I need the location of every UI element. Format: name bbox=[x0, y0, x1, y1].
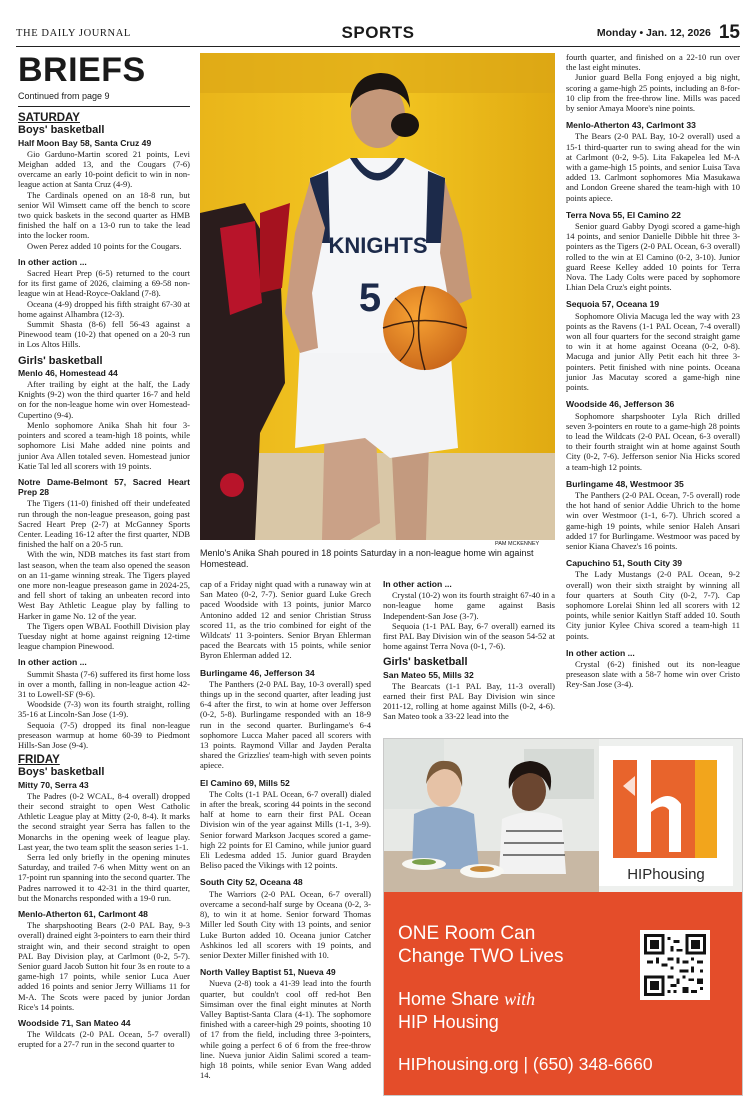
game-headline: North Valley Baptist 51, Nueva 49 bbox=[200, 967, 336, 978]
day-heading-friday: FRIDAY bbox=[18, 754, 60, 767]
paragraph: fourth quarter, and finished on a 22-10 run over the last eight minutes. bbox=[566, 52, 740, 73]
other-action-heading: In other action ... bbox=[566, 647, 635, 658]
paragraph: Sophomore Olivia Macuga led the way with 23 points as the Ravens (1-1 PAL Ocean, 7-4 overall) won all four quarters for the second straight game to win it at home against Oceana (0-2, 0-8). Macuga and junior Ally Petit each hit three 3-pointers. Petit finished with nine points. Oceana junior Jas Macutay scored a game-high nine points. bbox=[566, 310, 740, 393]
page-number: 15 bbox=[718, 22, 740, 43]
paragraph: Crystal (6-2) finished out its non-league preseason slate with a 58-7 home win over Cristo Rey-San Jose (3-4). bbox=[566, 658, 740, 690]
game-headline: Burlingame 46, Jefferson 34 bbox=[200, 667, 315, 678]
paragraph: Gio Garduno-Martin scored 21 points, Levi Meighan added 13, and the Cougars (7-6) overcame an early 10-point deficit to win in non-league action at Santa Cruz (4-9). bbox=[18, 148, 190, 190]
paragraph: The Padres (0-2 WCAL, 8-4 overall) dropped their second straight to open West Catholic Athletic League play at Mitty (2-0, 8-4). It marks the second straight year Serra has fallen to the Monarchs in the opening week of league play. Last year, the two team split the season series 1-1. bbox=[18, 790, 190, 852]
game-headline: Menlo-Atherton 43, Carlmont 33 bbox=[566, 120, 696, 131]
hiphousing-logo bbox=[599, 746, 733, 886]
headline-line-1: ONE Room Can bbox=[398, 923, 536, 944]
sport-heading: Girls' basketball bbox=[18, 354, 103, 367]
photo-credit: PAM MCKENNEY bbox=[495, 541, 540, 547]
paragraph: Sacred Heart Prep (6-5) returned to the court for its first game of 2026, claiming a 69-58 non-league win at Head-Royce-Oakland (7-8). bbox=[18, 268, 190, 299]
other-action-heading: In other action ... bbox=[383, 579, 452, 589]
player-illustration bbox=[200, 53, 555, 540]
day-heading-saturday: SATURDAY bbox=[18, 112, 80, 125]
paragraph: The Bears (2-0 PAL Bay, 10-2 overall) used a 15-1 third-quarter run to swing ahead for the win at Carlmont (0-2, 9-5). Lita Fakapelea led M-A with a game-high 15 points, and senior Luisa Tava added 13. Carlmont sophomores Mia Masukawa and London Greene shared the team-high with 10 points apiece. bbox=[566, 131, 740, 203]
ad-banner bbox=[384, 892, 742, 1095]
paragraph: The Bearcats (1-1 PAL Bay, 11-3 overall) earned their first PAL Bay Division win since 2011-12, rolling at home against Mills (0-2, 4-6). San Mateo took a 33-22 lead into the bbox=[383, 680, 555, 722]
paragraph: The sharpshooting Bears (2-0 PAL Bay, 9-3 overall) drained eight 3-pointers to earn their third straight win, and their second straight to open PAL Bay Division play, at Carlmont (0-2, 5-7). Senior guard Jacob Sutton hit four 3s en route to a game-high 17 points, while senior Luca Auer added 16 points and senior Jerry Williams 11 for M-A. The Scots were paced by junior Jordan Rice's 14 points. bbox=[18, 920, 190, 1012]
masthead bbox=[16, 22, 740, 47]
column-4 bbox=[566, 52, 740, 690]
paragraph: Oceana (4-9) dropped his fifth straight 67-30 at home against Alhambra (12-3). bbox=[18, 298, 190, 319]
ad-photo-area bbox=[384, 739, 742, 892]
paragraph: Sequoia (7-5) dropped its final non-league preseason warmup at home 60-39 to Piedmont Hills-San Jose (9-4). bbox=[18, 719, 190, 750]
subhead-line-1: Home Share bbox=[398, 989, 500, 1009]
paragraph: Nueva (2-8) took a 41-39 lead into the fourth quarter, but couldn't cool off red-hot Ben Simsiman over the final eight minutes at North Valley Baptist-Santa Clara (4-1). The sophomore finished with a career-high 29 points, shooting 10 of 17 from the field, including three 3-pointers, while going a perfect 6 of 6 from the free-throw line. Nueva junior Aidin Salimi scored a team-high 18 points, while senior Evan Wang added 14. bbox=[200, 978, 371, 1081]
issue-date: Monday • Jan. 12, 2026 bbox=[596, 27, 711, 39]
paragraph: Crystal (10-2) won its fourth straight 67-40 in a non-league home game against Basis Independent-San Jose (3-7). bbox=[383, 590, 555, 621]
game-headline: Sequoia 57, Oceana 19 bbox=[566, 299, 660, 310]
paragraph: The Tigers open WBAL Foothill Division play Tuesday night at home against reigning 12-time league champion Pinewood. bbox=[18, 620, 190, 652]
headline-line-2: Change TWO Lives bbox=[398, 946, 564, 967]
paragraph: The Colts (1-1 PAL Ocean, 6-7 overall) dialed in after the break, scoring 44 points in the second half at home to earn their first PAL Ocean Division win of the year against Mills (1-1, 3-9). Senior forward Markson Jacques scored a game-high 22 points for El Camino, while junior guard Eli Ledesma added 15. Junior guard Brayden Beliso paced the Vikings with 12 points. bbox=[200, 788, 371, 871]
paragraph: The Panthers (2-0 PAL Bay, 10-3 overall) sped things up in the second quarter, after leading just 6-4 after the first, to win at home over Jefferson (0-2, 5-8). Burlingame responded with an 18-9 run in the second quarter. Burlingame's 6-4 sophomore Lucca Maher paced all scorers with 13 points. Raymond Villar and Jayden Peralta shared the Grizzlies' team-high with seven points apiece. bbox=[200, 678, 371, 771]
paragraph: Sequoia (1-1 PAL Bay, 6-7 overall) earned its first PAL Bay Division win of the season 54-52 at home against Terra Nova (0-1, 7-6). bbox=[383, 620, 555, 652]
game-headline: Woodside 46, Jefferson 36 bbox=[566, 399, 675, 410]
jersey-team-text: KNIGHTS bbox=[328, 233, 428, 258]
paragraph: The Warriors (2-0 PAL Ocean, 6-7 overall) overcame a second-half surge by Oceana (0-2, 3-8), to win it at home. Senior forward Thomas Miller led South City with 13 points, and senior Luke Burton added 10. Oceana junior Catcher Ashkinos led all scorers with 19 points, and senior Dexter Miller finished with 10. bbox=[200, 888, 371, 960]
paragraph: Senior guard Gabby Dyogi scored a game-high 14 points, and senior Danielle Dibble hit three 3-pointers as the Tigers (2-0 PAL Ocean, 6-3 overall) rolled to the win at El Camino (0-2, 3-10). Junior guard Reese Kelley added 10 points for Terra Nova. The Lady Colts were paced by sophomore Lhian Dela Cruz's eight points. bbox=[566, 221, 740, 293]
ad-subheadline bbox=[398, 988, 535, 1034]
newspaper-name: THE DAILY JOURNAL bbox=[16, 28, 131, 39]
basketball-photo bbox=[200, 53, 555, 540]
paragraph: Summit Shasta (7-6) suffered its first home loss in over a month, falling in non-league action 42-31 to Lowell-SF (9-6). bbox=[18, 668, 190, 699]
game-headline: El Camino 69, Mills 52 bbox=[200, 777, 290, 788]
sport-heading: Boys' basketball bbox=[18, 124, 105, 137]
paragraph: cap of a Friday night quad with a runaway win at San Mateo (0-2, 7-7). Senior guard Luke Grech paced Woodside with 13 points, junior Marco Antonino added 12 and senior Christian Struss scored 11, as the trio combined for eight of the Wildcats' 11 3-pointers. Senior Bryan Ehlerman paced the Bearcats with 15 points, while senior Byron Ehlerman added 12. bbox=[200, 579, 371, 661]
paragraph: The Panthers (2-0 PAL Ocean, 7-5 overall) rode the hot hand of senior Addie Uhrich to the home win over Westmoor (1-1, 6-7). Uhrich scored a game-high 19 points, while senior Haleh Ansari added 17 for Burlingame. Westmoor was paced by senior Kiana Chavez's 16 points. bbox=[566, 489, 740, 551]
house-h-logo-icon bbox=[599, 746, 733, 864]
paragraph: The Lady Mustangs (2-0 PAL Ocean, 9-2 overall) won their sixth straight by winning all four quarters at South City (0-2, 7-7). Cap sophomore Lorelai Shinn led all scorers with 12 points, while senior Kaitlyn Staff added 10. South City junior Kylee Chiva scored a team-high 11 points. bbox=[566, 569, 740, 641]
paragraph: Summit Shasta (8-6) fell 56-43 against a Pinewood team (10-2) that opened on a 20-3 run in Los Altos Hills. bbox=[18, 319, 190, 350]
sport-heading: Girls' basketball bbox=[383, 656, 468, 669]
game-headline: South City 52, Oceana 48 bbox=[200, 877, 303, 888]
ad-contact-info[interactable]: HIPhousing.org | (650) 348-6660 bbox=[398, 1054, 653, 1074]
briefs-title: BRIEFS bbox=[18, 51, 146, 89]
paragraph: Owen Perez added 10 points for the Cougars. bbox=[27, 240, 182, 251]
paragraph: Serra led only briefly in the opening minutes Saturday, and trailed 7-6 when Mitty went on an 17-point run spanning into the second quarter. The Padres narrowed it to 42-31 in the third quarter, but the Monarchs responded with a 19-0 run. bbox=[18, 852, 190, 903]
paragraph: Menlo sophomore Anika Shah hit four 3-pointers and scored a team-high 18 points, while sophomore Lisi Mahe added nine points and junior Ava Allen totaled seven. Homestead junior Katie Tal led all scorers with 19 points. bbox=[18, 419, 190, 471]
photo-caption: Menlo's Anika Shah poured in 18 points Saturday in a non-league home win against Homestead. bbox=[200, 548, 534, 569]
other-action-heading: In other action ... bbox=[18, 256, 87, 267]
game-headline: Notre Dame-Belmont 57, Sacred Heart Prep 28 bbox=[18, 476, 190, 498]
paragraph: The Tigers (11-0) finished off their undefeated run through the non-league preseason, going past Sacred Heart Prep (2-7) at McGanney Sports Center. Leading 16-12 after the first quarter, NDB finished the half on a 20-5 run. bbox=[18, 498, 190, 550]
paragraph: Woodside (7-3) won its fourth straight, rolling 35-16 at Lincoln-San Jose (1-9). bbox=[18, 699, 190, 720]
sport-heading: Boys' basketball bbox=[18, 766, 105, 779]
game-headline: Half Moon Bay 58, Santa Cruz 49 bbox=[18, 137, 152, 148]
two-women-illustration bbox=[384, 739, 599, 892]
game-headline: Woodside 71, San Mateo 44 bbox=[18, 1018, 131, 1029]
game-headline: Mitty 70, Serra 43 bbox=[18, 779, 89, 790]
other-action-heading: In other action ... bbox=[18, 657, 87, 668]
paragraph: The Wildcats (2-0 PAL Ocean, 5-7 overall) erupted for a 27-7 run in the second quarter to bbox=[18, 1029, 190, 1050]
subhead-with: with bbox=[504, 989, 536, 1009]
qr-code-icon[interactable] bbox=[640, 930, 710, 1000]
paragraph: Sophomore sharpshooter Lyla Rich drilled seven 3-pointers en route to a game-high 28 points to lead the Wildcats (2-0 PAL Ocean, 6-3 overall) to their fourth straight win at home against South City (0-2, 7-6). Jefferson senior Nia Hicks scored a team-high 12 points. bbox=[566, 410, 740, 472]
column-3 bbox=[383, 579, 555, 722]
paragraph: Junior guard Bella Fong enjoyed a big night, scoring a game-high 25 points, including an 8-for-10 clip from the free-throw line. Mills was paced by senior Amaya Moore's nine points. bbox=[566, 72, 740, 114]
brand-name: HIPhousing bbox=[627, 866, 705, 883]
column-2 bbox=[200, 579, 371, 1080]
section-title: SPORTS bbox=[341, 23, 415, 42]
game-headline: Burlingame 48, Westmoor 35 bbox=[566, 478, 684, 489]
date-page bbox=[597, 22, 740, 44]
paragraph: The Cardinals opened on an 18-8 run, but senior Wil Wimsett came off the bench to score two quick baskets in the second quarter as HMB finished the half on a 13-0 run to take the lead into the locker room. bbox=[18, 189, 190, 241]
continued-note: Continued from page 9 bbox=[18, 91, 190, 107]
game-headline: Terra Nova 55, El Camino 22 bbox=[566, 209, 681, 220]
paragraph: After trailing by eight at the half, the Lady Knights (9-2) won the third quarter 16-7 and held on for the non-league home win over Homestead-Cupertino (9-4). bbox=[18, 379, 190, 420]
ad-headline bbox=[398, 922, 563, 968]
column-1 bbox=[18, 52, 190, 1050]
game-headline: Menlo-Atherton 61, Carlmont 48 bbox=[18, 909, 148, 920]
game-headline: Capuchino 51, South City 39 bbox=[566, 558, 683, 569]
hiphousing-advertisement[interactable] bbox=[383, 738, 743, 1096]
subhead-line-2: HIP Housing bbox=[398, 1012, 499, 1032]
jersey-number-text: 5 bbox=[358, 276, 382, 320]
game-headline: Menlo 46, Homestead 44 bbox=[18, 367, 118, 378]
game-headline: San Mateo 55, Mills 32 bbox=[383, 669, 474, 680]
paragraph: With the win, NDB matches its fast start from last season, when the team also opened the season on an 11-game winning streak. The Tigers played one more non-league preseason game in 2024-25, and fell short of taking an unbeaten record into West Bay Athletic League play by falling to Harker in game No. 12 of the year. bbox=[18, 549, 190, 621]
